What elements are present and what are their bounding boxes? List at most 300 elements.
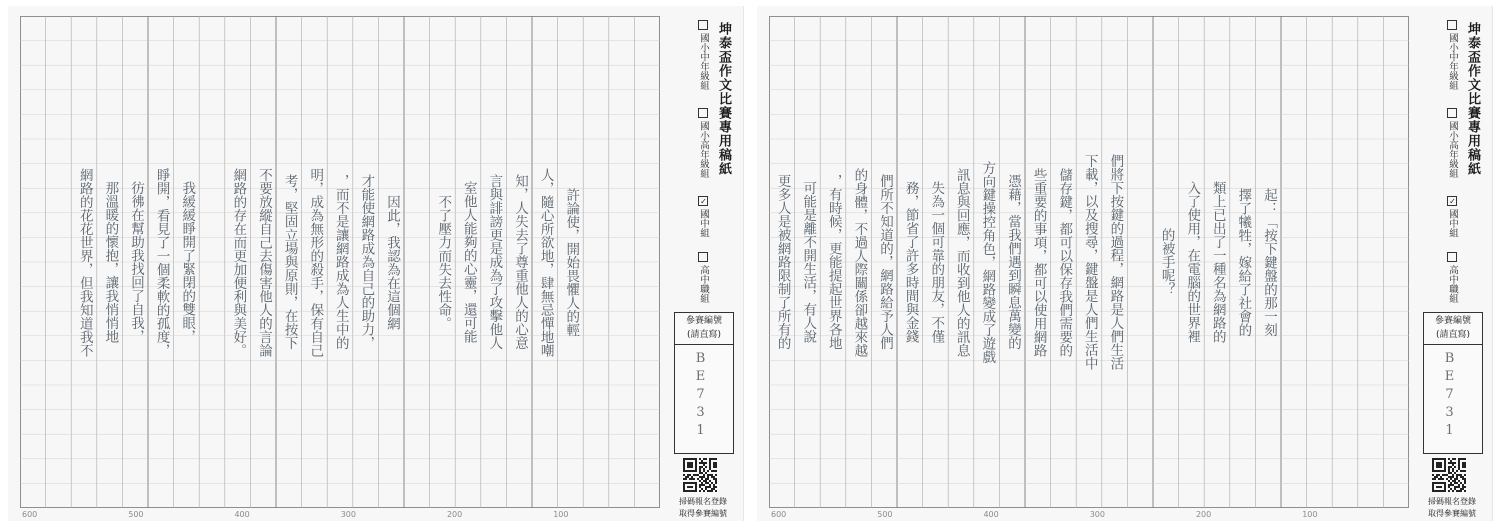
qr-module <box>1460 470 1462 472</box>
qr-module <box>1444 460 1446 462</box>
essay-column: 室他人能夠的心靈，還可能 <box>460 181 477 343</box>
ruler-mark: 500 <box>128 510 144 519</box>
manuscript-page-right <box>757 6 1493 521</box>
checkbox-checked-icon[interactable]: ✓ <box>699 197 708 206</box>
qr-module <box>1450 462 1452 464</box>
qr-module <box>715 470 717 472</box>
group-option-junior-high[interactable]: ✓國中組 <box>1447 197 1458 238</box>
qr-module <box>1436 470 1438 472</box>
qr-module <box>1462 484 1464 486</box>
qr-module <box>695 470 697 472</box>
group-option-senior-high[interactable]: 高中職組 <box>1445 252 1459 303</box>
qr-module <box>705 480 707 482</box>
qr-module <box>1448 468 1450 470</box>
qr-module <box>1440 478 1442 480</box>
qr-module <box>1444 462 1446 464</box>
qr-module <box>691 478 693 480</box>
qr-module <box>703 468 705 470</box>
qr-module <box>695 460 697 462</box>
qr-module <box>1460 488 1462 490</box>
qr-module <box>1454 462 1456 464</box>
qr-module <box>709 474 711 476</box>
essay-column <box>404 16 430 508</box>
essay-column: 人，隨心所欲地，肆無忌憚地嘲 <box>537 167 554 357</box>
qr-module <box>713 458 715 460</box>
qr-module <box>687 486 689 488</box>
qr-module <box>1446 478 1448 480</box>
essay-column: 許論使，開始畏懼人的輕 <box>563 187 580 337</box>
qr-module <box>1462 488 1464 490</box>
ruler-mark: 100 <box>553 510 569 519</box>
group-option-junior-elementary[interactable]: 國小中年級組 <box>696 20 710 90</box>
qr-module <box>1464 480 1466 482</box>
qr-module <box>709 468 711 470</box>
qr-module <box>1432 464 1434 466</box>
checkbox-checked-icon[interactable]: ✓ <box>1448 197 1457 206</box>
essay-column <box>199 16 225 508</box>
qr-module <box>701 460 703 462</box>
qr-module <box>1454 472 1456 474</box>
qr-module <box>699 462 701 464</box>
qr-module <box>1432 486 1434 488</box>
qr-module <box>1458 484 1460 486</box>
qr-module <box>1436 474 1438 476</box>
entry-number-label: 參賽編號 (請直寫) <box>675 313 733 345</box>
qr-module <box>1442 490 1444 492</box>
qr-module <box>1440 486 1442 488</box>
qr-module <box>1464 486 1466 488</box>
qr-module <box>1444 458 1446 460</box>
qr-module <box>689 458 691 460</box>
essay-column: 那溫暖的懷抱，讓我悄悄地 <box>102 181 119 343</box>
qr-module <box>1440 464 1442 466</box>
qr-module <box>715 478 717 480</box>
qr-module <box>713 484 715 486</box>
essay-column: 們將下按鍵的過程，網路是人們生活 <box>1107 154 1124 370</box>
qr-module <box>683 482 685 484</box>
qr-module <box>1438 482 1440 484</box>
qr-module <box>1440 490 1442 492</box>
qr-module <box>693 470 695 472</box>
qr-module <box>683 484 685 486</box>
qr-module <box>687 482 689 484</box>
qr-module <box>1432 474 1434 476</box>
qr-code-icon[interactable] <box>683 458 717 492</box>
writing-grid <box>20 16 660 519</box>
essay-column: 些重要的事項，都可以使用網路 <box>1030 167 1047 357</box>
qr-module <box>1432 470 1434 472</box>
qr-module <box>1454 482 1456 484</box>
checkbox-icon[interactable] <box>698 252 708 262</box>
checkbox-icon[interactable] <box>1447 108 1457 118</box>
qr-module <box>1436 486 1438 488</box>
qr-module <box>683 470 685 472</box>
qr-module <box>1438 464 1440 466</box>
essay-column: 知，人失去了尊重他人的心意 <box>511 174 528 350</box>
qr-module <box>1448 490 1450 492</box>
qr-module <box>699 472 701 474</box>
qr-module <box>715 482 717 484</box>
essay-column: 的身體，不過人際關係卻越來越 <box>851 167 868 357</box>
qr-module <box>707 478 709 480</box>
qr-module <box>1444 470 1446 472</box>
qr-module <box>695 468 697 470</box>
qr-module <box>1448 480 1450 482</box>
qr-module <box>707 482 709 484</box>
qr-module <box>1438 478 1440 480</box>
essay-column: 失為一個可靠的朋友，不僅 <box>928 181 945 343</box>
qr-module <box>701 472 703 474</box>
qr-module <box>701 488 703 490</box>
qr-module <box>713 478 715 480</box>
qr-module <box>1432 460 1434 462</box>
essay-column: 務，節省了許多時間與金錢 <box>902 181 919 343</box>
checkbox-icon[interactable] <box>1447 252 1457 262</box>
group-option-junior-elementary[interactable]: 國小中年級組 <box>1445 20 1459 90</box>
qr-module <box>1454 480 1456 482</box>
qr-module <box>687 476 689 478</box>
qr-module <box>699 476 701 478</box>
qr-module <box>1460 458 1462 460</box>
qr-module <box>1462 486 1464 488</box>
qr-caption-entry-number: 取得參賽編號 <box>679 509 727 518</box>
qr-module <box>705 488 707 490</box>
qr-module <box>699 458 701 460</box>
qr-module <box>691 462 693 464</box>
qr-module <box>709 486 711 488</box>
form-title: 坤泰盃作文比賽專用稿紙 <box>716 22 731 176</box>
qr-module <box>703 490 705 492</box>
qr-module <box>689 470 691 472</box>
qr-module <box>701 478 703 480</box>
qr-module <box>705 472 707 474</box>
qr-module <box>699 480 701 482</box>
qr-module <box>1462 466 1464 468</box>
ruler-mark: 300 <box>340 510 356 519</box>
essay-column: 網路的存在而更加便利與美好。 <box>230 167 247 357</box>
essay-column: 言與誹謗更是成為了攻擊他人 <box>486 174 503 350</box>
qr-module <box>1452 468 1454 470</box>
qr-module <box>1464 482 1466 484</box>
essay-column: 擇了犧牲，嫁給了社會的 <box>1235 187 1252 337</box>
qr-module <box>703 470 705 472</box>
qr-module <box>1452 470 1454 472</box>
essay-column: 可能是離不開生活，有人說 <box>800 181 817 343</box>
qr-module <box>685 482 687 484</box>
essay-column: 睜開，看見了一個柔軟的孤度， <box>153 167 170 357</box>
qr-module <box>1434 458 1436 460</box>
qr-module <box>715 474 717 476</box>
qr-module <box>1458 460 1460 462</box>
essay-column: 不了壓力而失去性命。 <box>435 194 452 330</box>
essay-column: 儲存鍵，都可以保存我們需要的 <box>1056 167 1073 357</box>
essay-column: 方向鍵操控角色，網路變成了遊戲 <box>979 160 996 364</box>
qr-module <box>707 486 709 488</box>
qr-module <box>691 476 693 478</box>
qr-module <box>701 476 703 478</box>
qr-module <box>1436 466 1438 468</box>
qr-module <box>689 464 691 466</box>
qr-module <box>1456 482 1458 484</box>
qr-module <box>1444 468 1446 470</box>
essay-column: ，有時候，更能提起世界各地 <box>825 174 842 350</box>
qr-module <box>1434 470 1436 472</box>
qr-module <box>705 478 707 480</box>
qr-caption-register: 掃碼報名登錄 <box>1428 497 1476 506</box>
qr-module <box>1456 478 1458 480</box>
qr-module <box>1454 466 1456 468</box>
qr-module <box>1444 464 1446 466</box>
qr-module <box>711 476 713 478</box>
qr-module <box>1454 478 1456 480</box>
qr-module <box>1438 462 1440 464</box>
qr-module <box>1464 490 1466 492</box>
qr-code-icon[interactable] <box>1432 458 1466 492</box>
qr-module <box>709 464 711 466</box>
qr-module <box>685 490 687 492</box>
qr-module <box>1436 476 1438 478</box>
qr-module <box>1450 482 1452 484</box>
qr-module <box>1462 458 1464 460</box>
group-option-senior-elementary[interactable]: 國小高年級組 <box>1445 108 1459 178</box>
qr-module <box>1438 470 1440 472</box>
qr-module <box>715 480 717 482</box>
qr-module <box>699 466 701 468</box>
qr-module <box>691 458 693 460</box>
qr-module <box>715 490 717 492</box>
qr-module <box>1434 478 1436 480</box>
qr-module <box>689 482 691 484</box>
qr-module <box>1458 458 1460 460</box>
ruler-mark: 200 <box>446 510 463 519</box>
qr-module <box>711 482 713 484</box>
manuscript-page-left <box>8 6 744 521</box>
qr-module <box>1442 470 1444 472</box>
qr-module <box>715 486 717 488</box>
qr-module <box>1440 458 1442 460</box>
qr-module <box>1444 474 1446 476</box>
qr-module <box>687 464 689 466</box>
qr-module <box>705 458 707 460</box>
qr-module <box>1448 472 1450 474</box>
group-option-senior-high[interactable]: 高中職組 <box>696 252 710 303</box>
qr-module <box>687 458 689 460</box>
entry-number-label: 參賽編號 (請直寫) <box>1424 313 1482 345</box>
entry-number-value: BE731 <box>693 351 708 441</box>
qr-module <box>1454 486 1456 488</box>
qr-module <box>1436 464 1438 466</box>
qr-module <box>713 486 715 488</box>
qr-module <box>693 474 695 476</box>
qr-module <box>689 486 691 488</box>
qr-module <box>711 474 713 476</box>
qr-module <box>713 470 715 472</box>
qr-module <box>1450 488 1452 490</box>
essay-column: 下載，以及搜尋，鍵盤是人們生活中 <box>1081 154 1098 370</box>
qr-module <box>687 474 689 476</box>
qr-module <box>1462 478 1464 480</box>
qr-module <box>711 458 713 460</box>
qr-module <box>1464 474 1466 476</box>
ruler-mark: 500 <box>877 510 893 519</box>
qr-module <box>683 474 685 476</box>
qr-module <box>1454 458 1456 460</box>
qr-module <box>709 458 711 460</box>
essay-column: 起：「按下鍵盤的那一刻 <box>1260 187 1277 337</box>
qr-module <box>703 464 705 466</box>
qr-module <box>693 482 695 484</box>
qr-module <box>685 476 687 478</box>
qr-module <box>705 486 707 488</box>
qr-module <box>1438 474 1440 476</box>
qr-module <box>1452 476 1454 478</box>
essay-column <box>1127 16 1153 508</box>
form-title: 坤泰盃作文比賽專用稿紙 <box>1465 22 1480 176</box>
qr-module <box>1458 486 1460 488</box>
qr-module <box>695 482 697 484</box>
qr-module <box>1460 474 1462 476</box>
qr-module <box>711 490 713 492</box>
group-option-junior-high[interactable]: ✓國中組 <box>698 197 709 238</box>
qr-module <box>1458 466 1460 468</box>
qr-module <box>699 490 701 492</box>
qr-module <box>687 466 689 468</box>
form-sidebar <box>668 16 738 516</box>
qr-module <box>713 464 715 466</box>
qr-module <box>1450 476 1452 478</box>
qr-module <box>1442 458 1444 460</box>
character-count-ruler <box>769 510 1409 522</box>
qr-module <box>1464 470 1466 472</box>
character-count-ruler <box>20 510 660 522</box>
qr-module <box>687 462 689 464</box>
qr-module <box>1448 462 1450 464</box>
entry-number-box <box>1423 312 1483 454</box>
qr-module <box>1462 476 1464 478</box>
qr-module <box>709 480 711 482</box>
qr-module <box>1462 462 1464 464</box>
qr-module <box>1442 474 1444 476</box>
ruler-mark: 100 <box>1302 510 1318 519</box>
qr-module <box>1464 466 1466 468</box>
qr-module <box>703 462 705 464</box>
qr-module <box>1436 490 1438 492</box>
qr-module <box>713 462 715 464</box>
qr-module <box>683 464 685 466</box>
qr-module <box>695 490 697 492</box>
essay-column: 網路的花花世界，但我知道我不 <box>76 167 93 357</box>
qr-module <box>1444 482 1446 484</box>
qr-caption-register: 掃碼報名登錄 <box>679 497 727 506</box>
qr-module <box>1438 486 1440 488</box>
qr-module <box>701 466 703 468</box>
qr-module <box>1444 466 1446 468</box>
qr-module <box>1436 462 1438 464</box>
qr-module <box>1434 490 1436 492</box>
qr-module <box>715 464 717 466</box>
qr-module <box>1432 484 1434 486</box>
qr-module <box>1436 458 1438 460</box>
essay-column: 入了使用，在電腦的世界裡 <box>1184 181 1201 343</box>
essay-column: 才能使網路成為自己的助力， <box>358 174 375 350</box>
qr-module <box>1452 464 1454 466</box>
qr-module <box>1434 476 1436 478</box>
qr-module <box>703 476 705 478</box>
qr-module <box>711 488 713 490</box>
qr-module <box>691 486 693 488</box>
qr-module <box>691 490 693 492</box>
qr-module <box>1436 482 1438 484</box>
qr-module <box>693 478 695 480</box>
qr-module <box>1456 486 1458 488</box>
essay-column: ，而不是讓網路成為人生中的 <box>332 174 349 350</box>
essay-column: 考，堅固立場與原則，在按下 <box>281 174 298 350</box>
qr-module <box>1456 474 1458 476</box>
qr-module <box>695 458 697 460</box>
essay-column: 明，成為無形的殺手，保有自己 <box>307 167 324 357</box>
qr-module <box>1460 476 1462 478</box>
qr-module <box>701 482 703 484</box>
qr-module <box>707 470 709 472</box>
qr-caption-entry-number: 取得參賽編號 <box>1428 509 1476 518</box>
qr-module <box>683 478 685 480</box>
qr-module <box>697 474 699 476</box>
qr-module <box>1448 466 1450 468</box>
qr-module <box>691 482 693 484</box>
qr-module <box>689 474 691 476</box>
qr-module <box>1458 474 1460 476</box>
essay-column: 不要放縱自己去傷害他人的言論 <box>255 167 272 357</box>
essay-column: 們所不知道的，網路給予人們 <box>876 174 893 350</box>
qr-module <box>715 466 717 468</box>
qr-module <box>1464 458 1466 460</box>
qr-module <box>1444 488 1446 490</box>
entry-number-box <box>674 312 734 454</box>
qr-module <box>1452 462 1454 464</box>
qr-module <box>1462 470 1464 472</box>
qr-module <box>687 470 689 472</box>
qr-module <box>1452 458 1454 460</box>
qr-module <box>1458 468 1460 470</box>
qr-module <box>1458 462 1460 464</box>
qr-module <box>705 466 707 468</box>
essay-column: 因此，我認為在這個網 <box>383 194 400 330</box>
group-option-senior-elementary[interactable]: 國小高年級組 <box>696 108 710 178</box>
qr-module <box>715 458 717 460</box>
qr-module <box>695 464 697 466</box>
qr-module <box>703 474 705 476</box>
checkbox-icon[interactable] <box>698 20 708 30</box>
qr-module <box>1432 488 1434 490</box>
qr-module <box>711 470 713 472</box>
qr-module <box>703 458 705 460</box>
qr-module <box>691 470 693 472</box>
qr-module <box>1444 490 1446 492</box>
checkbox-icon[interactable] <box>1447 20 1457 30</box>
qr-module <box>695 466 697 468</box>
qr-module <box>695 474 697 476</box>
checkbox-icon[interactable] <box>698 108 708 118</box>
ruler-mark: 600 <box>22 510 38 519</box>
essay-column: 憑藉，當我們遇到瞬息萬變的 <box>1004 174 1021 350</box>
qr-module <box>1438 490 1440 492</box>
qr-module <box>1460 482 1462 484</box>
qr-module <box>683 490 685 492</box>
qr-module <box>683 462 685 464</box>
qr-module <box>683 488 685 490</box>
qr-module <box>695 488 697 490</box>
qr-module <box>703 484 705 486</box>
